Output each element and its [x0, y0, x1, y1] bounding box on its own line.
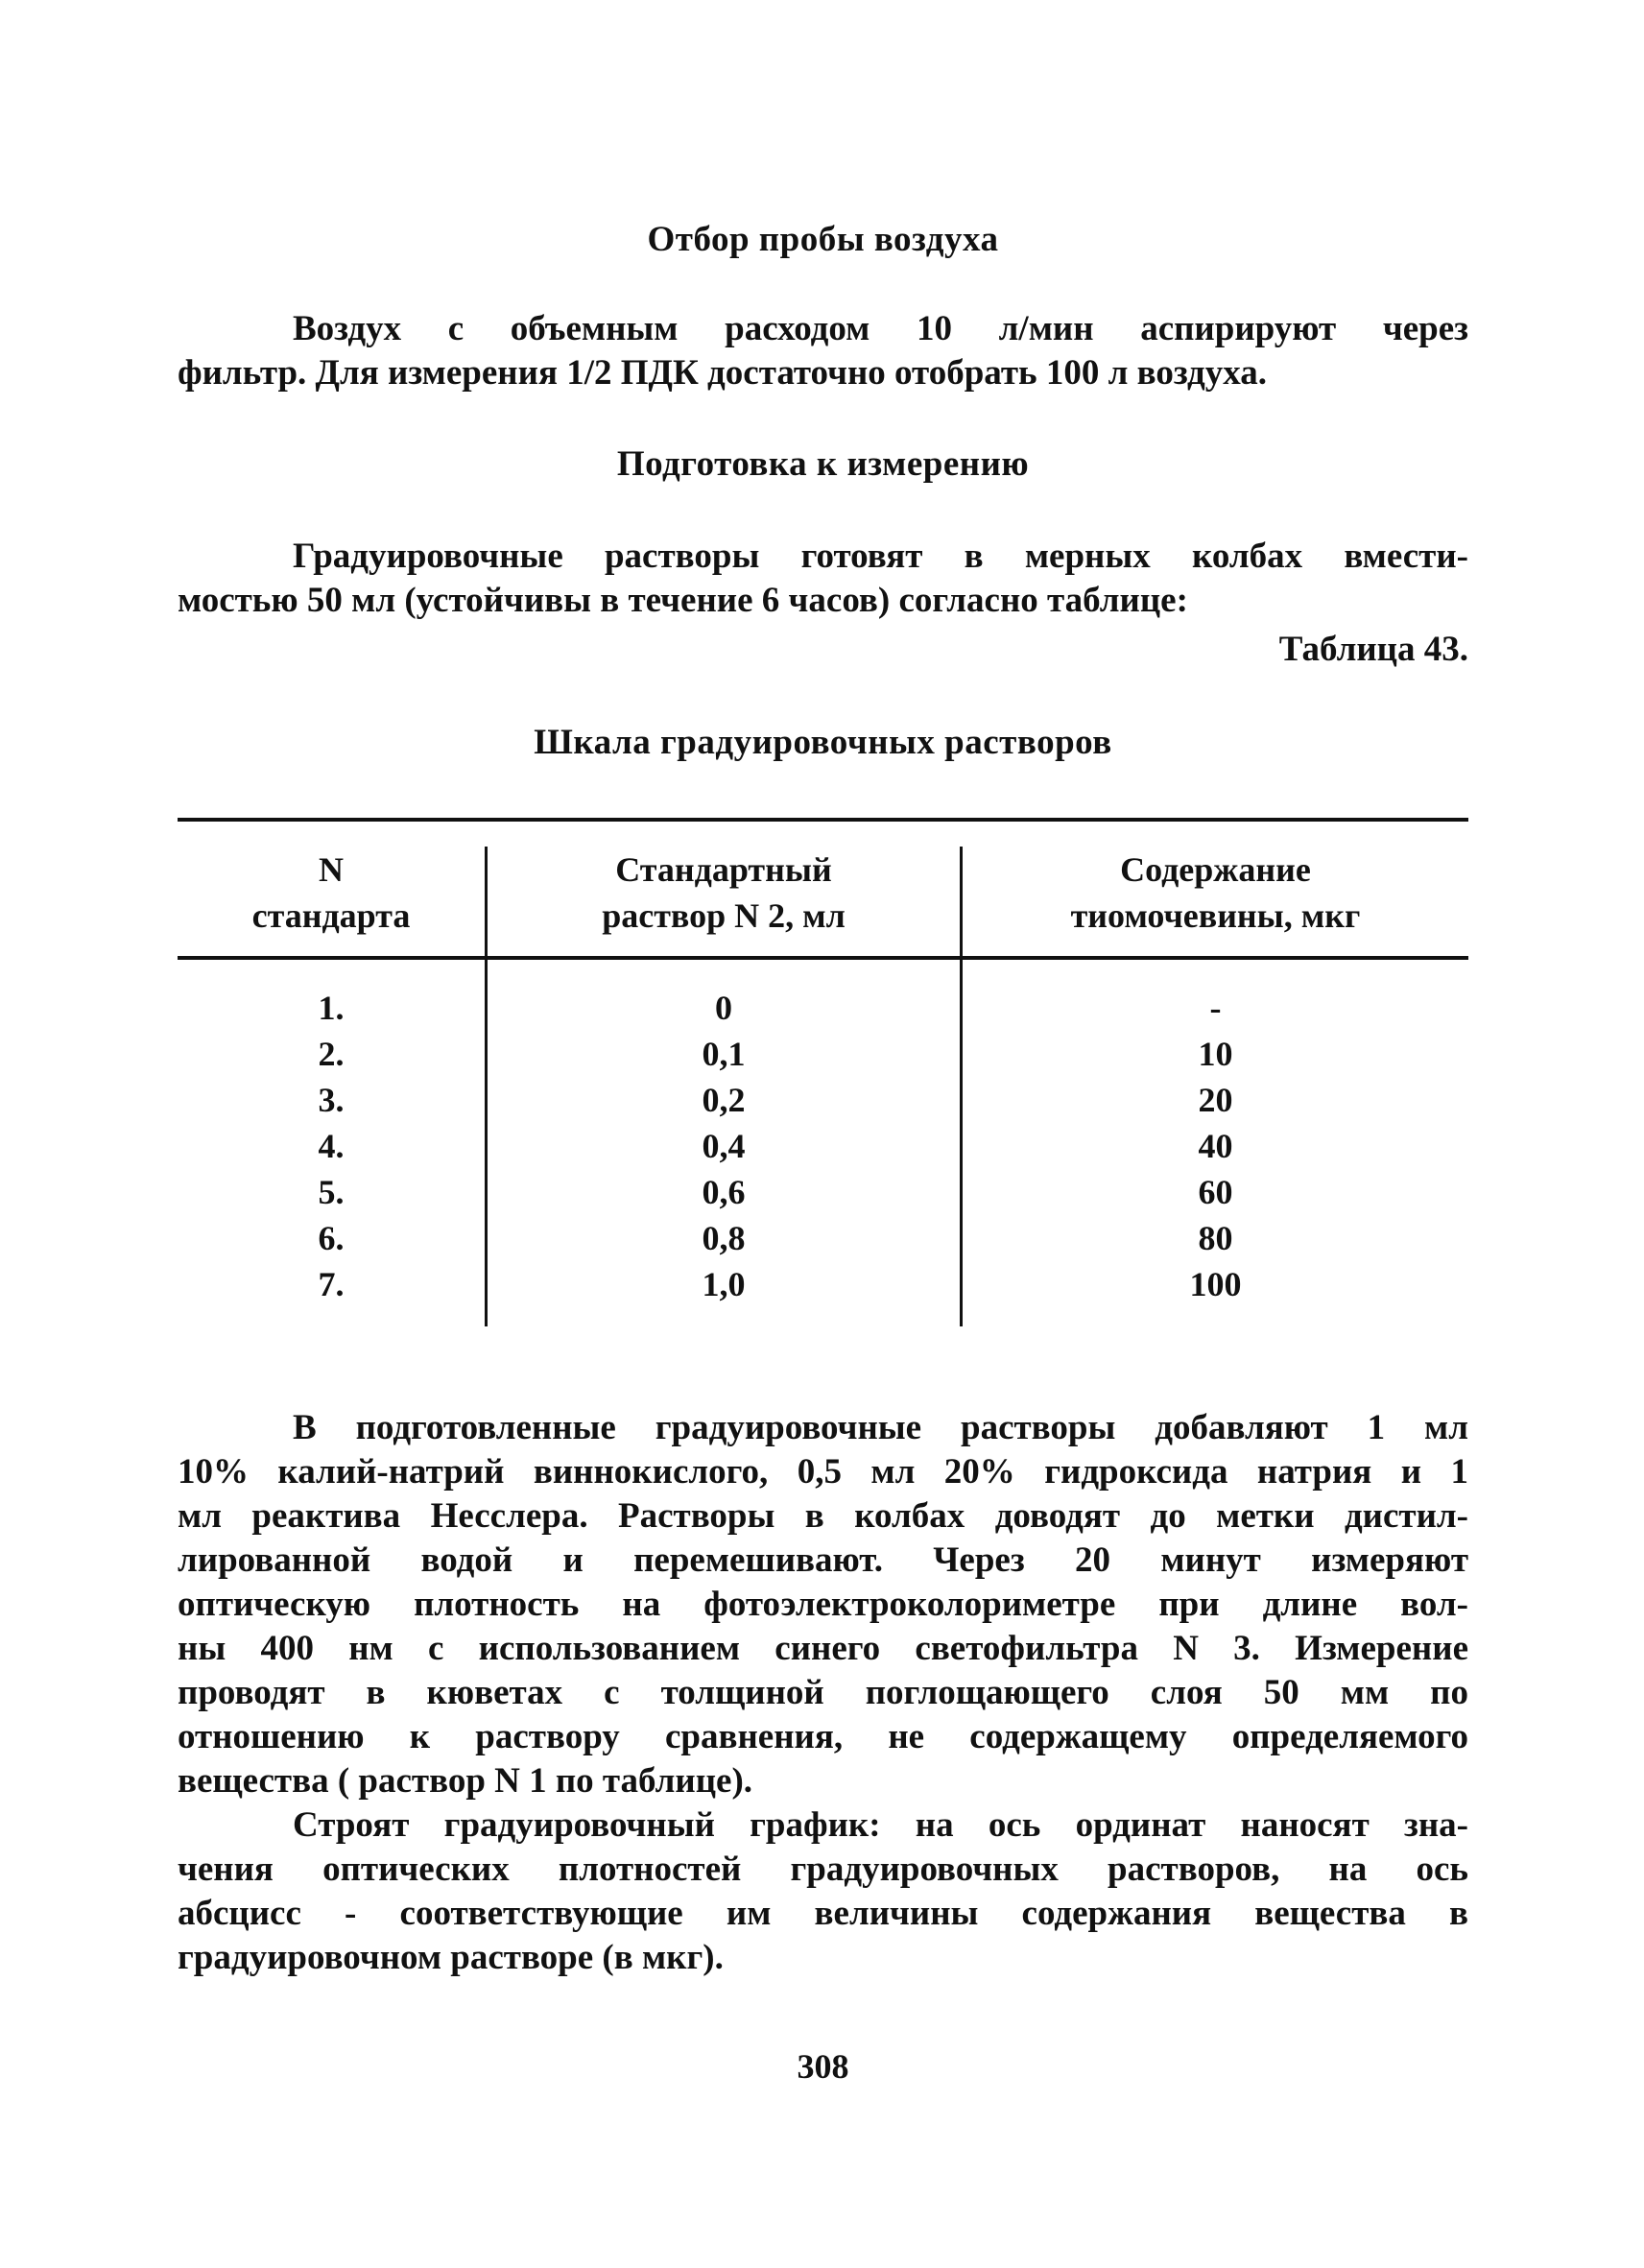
cell-solution-volume: 0 — [715, 989, 732, 1027]
paragraph-line: ны 400 нм с использованием синего светофильтра N 3. Измерение — [178, 1629, 1468, 1668]
cell-thiourea-content: 60 — [1198, 1173, 1233, 1211]
cell-solution-volume: 0,2 — [702, 1081, 746, 1119]
paragraph-procedure — [178, 1406, 1468, 1803]
paragraph-line: Строят градуировочный график: на ось ординат наносят зна- — [293, 1805, 1468, 1845]
paragraph-line: В подготовленные градуировочные растворы добавляют 1 мл — [293, 1408, 1468, 1447]
cell-thiourea-content: 80 — [1198, 1219, 1233, 1257]
cell-thiourea-content: 20 — [1198, 1081, 1233, 1119]
document-page — [178, 0, 1468, 2268]
cell-standard-number: 6. — [318, 1219, 345, 1257]
cell-thiourea-content: - — [1209, 989, 1222, 1027]
header-line: Стандартный — [615, 850, 832, 889]
header-line: Содержание — [1120, 850, 1311, 889]
cell-solution-volume: 0,1 — [702, 1035, 746, 1073]
cell-standard-number: 5. — [318, 1173, 345, 1211]
header-line: раствор N 2, мл — [602, 896, 846, 935]
table-header-thiourea-content — [963, 847, 1468, 939]
paragraph-line: мл реактива Несслера. Растворы в колбах доводят до метки дистил- — [178, 1496, 1468, 1536]
paragraph-line: фильтр. Для измерения 1/2 ПДК достаточно отобрать 100 л воздуха. — [178, 353, 1268, 393]
header-line: тиомочевины, мкг — [1070, 896, 1361, 935]
paragraph-line: мостью 50 мл (устойчивы в течение 6 часов) согласно таблице: — [178, 581, 1188, 620]
cell-solution-volume: 0,4 — [702, 1127, 746, 1165]
paragraph-line: абсцисс - соответствующие им величины содержания вещества в — [178, 1894, 1468, 1933]
table-top-rule — [178, 818, 1468, 822]
section-title-preparation: Подготовка к измерению — [616, 444, 1030, 484]
table-header-rule — [178, 956, 1468, 960]
table-title: Шкала градуировочных растворов — [534, 723, 1112, 762]
table-header-standard-number — [178, 847, 485, 939]
paragraph-line: 10% калий-натрий виннокислого, 0,5 мл 20% гидроксида натрия и 1 — [178, 1452, 1468, 1492]
section-title-sampling: Отбор пробы воздуха — [647, 220, 999, 259]
paragraph-graph — [178, 1803, 1468, 1980]
cell-standard-number: 4. — [318, 1127, 345, 1165]
table-header-standard-solution — [488, 847, 960, 939]
paragraph-line: вещества ( раствор N 1 по таблице). — [178, 1761, 753, 1801]
cell-standard-number: 7. — [318, 1265, 345, 1303]
cell-solution-volume: 1,0 — [702, 1265, 746, 1303]
paragraph-line: проводят в кюветах с толщиной поглощающего слоя 50 мм по — [178, 1673, 1468, 1712]
page-number: 308 — [797, 2047, 849, 2086]
paragraph-line: чения оптических плотностей градуировочных растворов, на ось — [178, 1850, 1468, 1889]
calibration-table — [178, 818, 1468, 1344]
cell-standard-number: 2. — [318, 1035, 345, 1073]
cell-standard-number: 1. — [318, 989, 345, 1027]
cell-solution-volume: 0,6 — [702, 1173, 746, 1211]
paragraph-preparation — [178, 535, 1468, 623]
header-line: стандарта — [251, 896, 411, 935]
cell-thiourea-content: 10 — [1198, 1035, 1233, 1073]
cell-thiourea-content: 40 — [1198, 1127, 1233, 1165]
table-number-label: Таблица 43. — [1278, 630, 1468, 669]
paragraph-line: градуировочном растворе (в мкг). — [178, 1938, 724, 1977]
paragraph-line: Градуировочные растворы готовят в мерных колбах вмести- — [293, 537, 1468, 576]
paragraph-line: Воздух с объемным расходом 10 л/мин аспирируют через — [293, 309, 1468, 348]
paragraph-sampling — [178, 307, 1468, 395]
paragraph-line: оптическую плотность на фотоэлектроколориметре при длине вол- — [178, 1585, 1468, 1624]
cell-solution-volume: 0,8 — [702, 1219, 746, 1257]
header-line: N — [319, 850, 344, 889]
paragraph-line: отношению к раствору сравнения, не содержащему определяемого — [178, 1717, 1468, 1756]
paragraph-line: лированной водой и перемешивают. Через 20 минут измеряют — [178, 1540, 1468, 1580]
cell-standard-number: 3. — [318, 1081, 345, 1119]
cell-thiourea-content: 100 — [1189, 1265, 1242, 1303]
